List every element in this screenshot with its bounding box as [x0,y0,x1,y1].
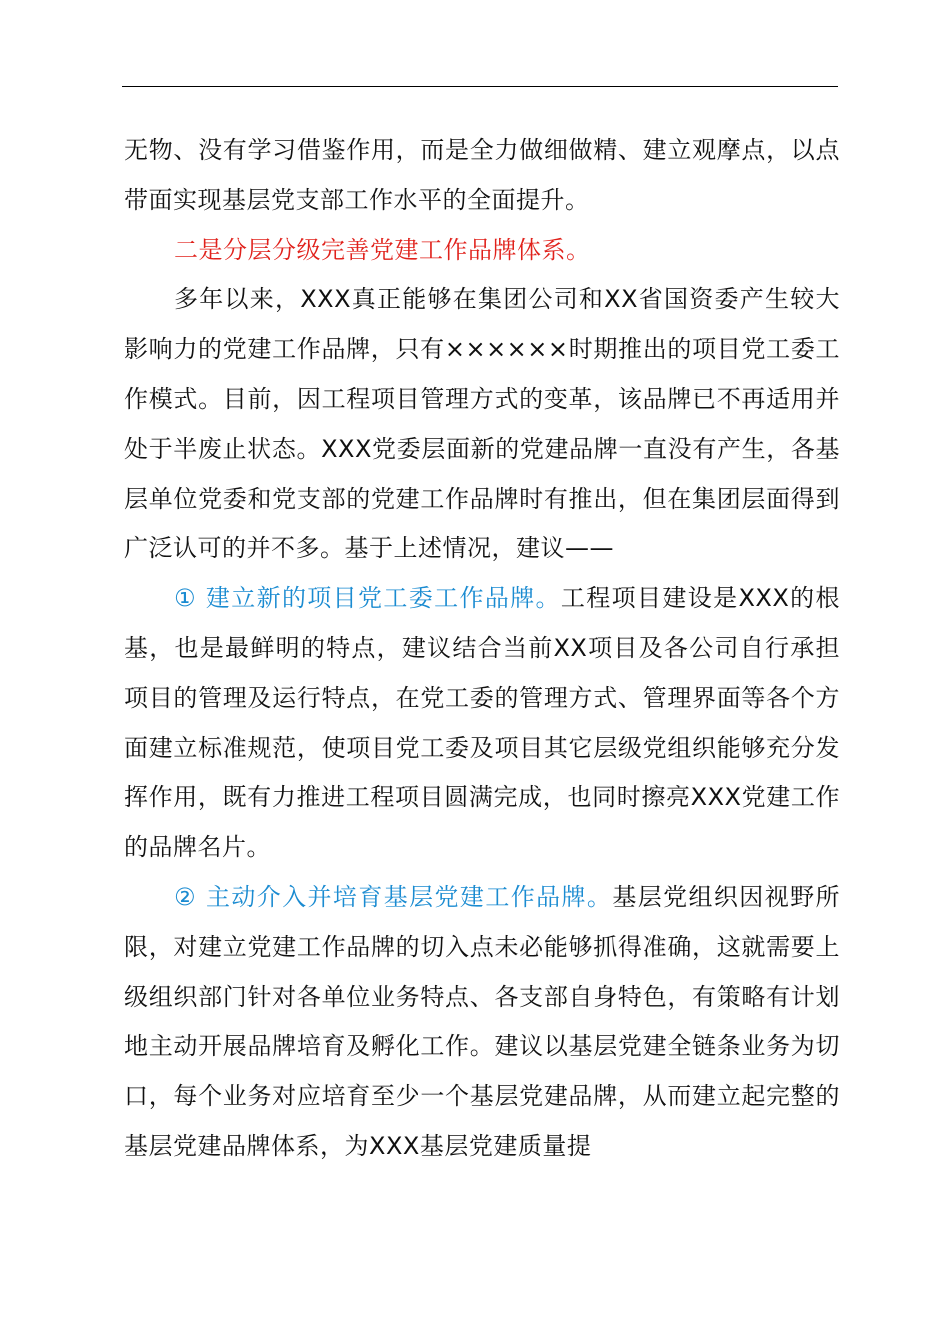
section-heading-2: 二是分层分级完善党建工作品牌体系。 [174,235,591,264]
paragraph-brand-background: 多年以来，XXX真正能够在集团公司和XX省国资委产生较大影响力的党建工作品牌，只有××××××时期推出的项目党工委工作模式。目前，因工程项目管理方式的变革，该品牌已不再适用并处于半废止状态。XXX党委层面新的党建品牌一直没有产生，各基层单位党委和党支部的党建工作品牌时有推出，但在集团层面得到广泛认可的并不多。基于上述情况，建议—— [124,285,840,563]
item-1-title: ① 建立新的项目党工委工作品牌。 [174,584,561,613]
header-rule [122,86,838,87]
paragraph-item-1 [124,574,840,873]
document-body [124,126,840,1172]
item-2-title: ② 主动介入并培育基层党建工作品牌。 [174,882,613,911]
paragraph-item-2 [124,873,840,1172]
paragraph-continuation: 无物、没有学习借鉴作用，而是全力做细做精、建立观摩点，以点带面实现基层党支部工作水平的全面提升。 [124,136,840,214]
item-1-body: 工程项目建设是XXX的根基，也是最鲜明的特点，建议结合当前XX项目及各公司自行承担项目的管理及运行特点，在党工委的管理方式、管理界面等各个方面建立标准规范，使项目党工委及项目其它层级党组织能够充分发挥作用，既有力推进工程项目圆满完成，也同时擦亮XXX党建工作的品牌名片。 [124,584,840,862]
item-2-body: 基层党组织因视野所限，对建立党建工作品牌的切入点未必能够抓得准确，这就需要上级组织部门针对各单位业务特点、各支部自身特色，有策略有计划地主动开展品牌培育及孵化工作。建议以基层党建全链条业务为切口，每个业务对应培育至少一个基层党建品牌，从而建立起完整的基层党建品牌体系，为XXX基层党建质量提 [124,882,840,1160]
